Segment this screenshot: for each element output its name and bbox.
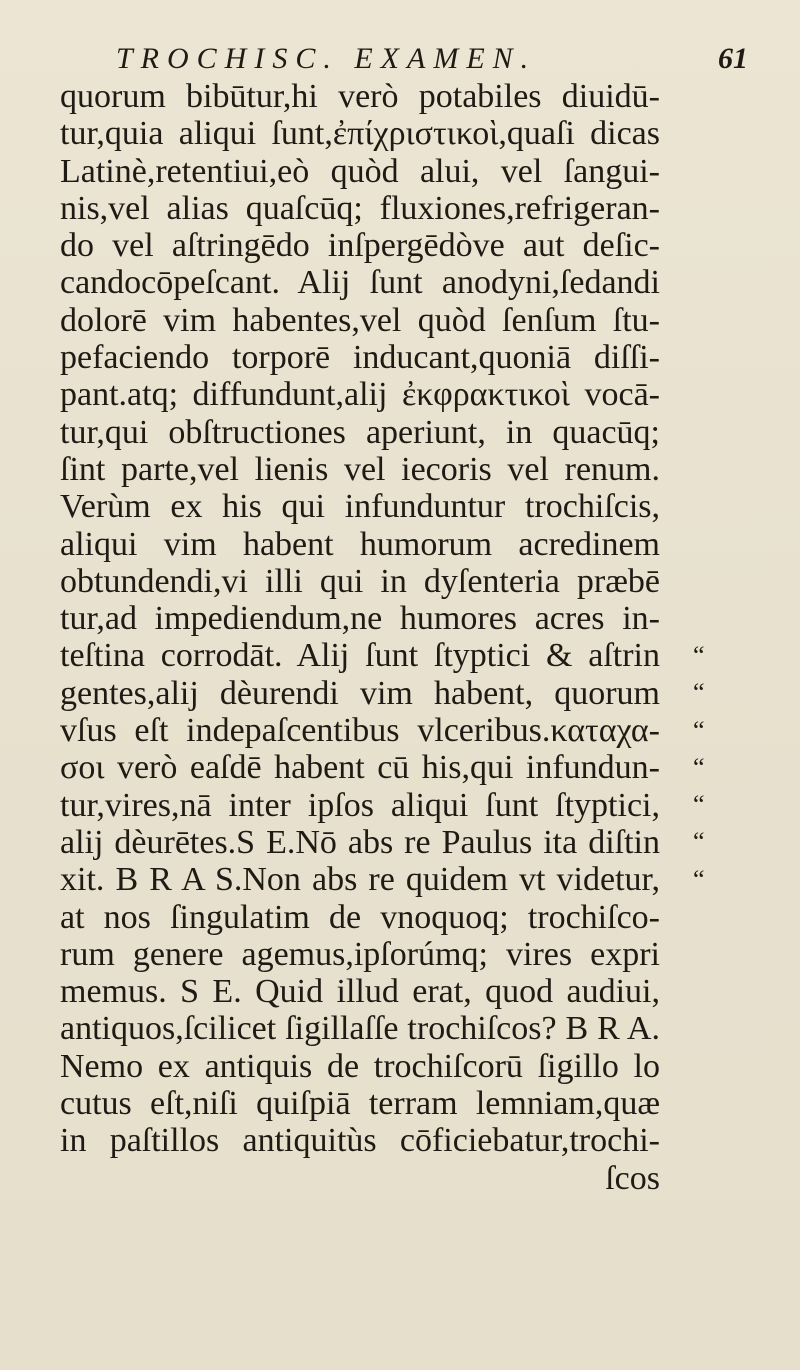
text-line: ſint parte,vel lienis vel iecoris vel renum. bbox=[60, 450, 660, 488]
text-line: nis,vel alias quaſcūq; fluxiones,refrigeran- bbox=[60, 189, 660, 227]
text-line: Nemo ex antiquis de trochiſcorū ſigillo lo bbox=[60, 1047, 660, 1085]
text-line: σοι verò eaſdē habent cū his,qui infundun- bbox=[60, 749, 660, 787]
text-line: xit. B R A S.Non abs re quidem vt videtur, bbox=[60, 861, 660, 899]
running-title: TROCHISC. EXAMEN. bbox=[116, 42, 537, 75]
text-line: antiquos,ſcilicet ſigillaſſe trochiſcos? B R A. bbox=[60, 1010, 660, 1048]
text-line: pefaciendo torporē inducant,quoniā diſſi- bbox=[60, 339, 660, 377]
marginal-quote-mark: “ bbox=[693, 716, 705, 745]
text-line: pant.atq; diffundunt,alij ἐκφρακτικοὶ vocā- bbox=[60, 376, 660, 414]
marginal-quote-mark: “ bbox=[693, 865, 705, 894]
text-line: aliqui vim habent humorum acredinem bbox=[60, 525, 660, 563]
marginal-quote-mark: “ bbox=[693, 753, 705, 782]
text-line: in paſtillos antiquitùs cōficiebatur,trochi- bbox=[60, 1122, 660, 1160]
text-line: rum genere agemus,ipſorúmq; vires expri bbox=[60, 935, 660, 973]
body-text bbox=[60, 78, 660, 1197]
text-line: alij dèurētes.S E.Nō abs re Paulus ita diſtin bbox=[60, 823, 660, 861]
page-number: 61 bbox=[718, 42, 748, 75]
text-line: vſus eſt indepaſcentibus vlceribus.καταχα- bbox=[60, 712, 660, 750]
marginal-quote-mark: “ bbox=[693, 678, 705, 707]
text-line: tur,qui obſtructiones aperiunt, in quacūq; bbox=[60, 413, 660, 451]
text-line: candocōpeſcant. Alij ſunt anodyni,ſedandi bbox=[60, 264, 660, 302]
text-line: quorum bibūtur,hi verò potabiles diuidū- bbox=[60, 78, 660, 115]
text-line: at nos ſingulatim de vnoquoq; trochiſco- bbox=[60, 898, 660, 936]
text-line: tur,quia aliqui ſunt,ἐπίχριστικοὶ,quaſi dicas bbox=[60, 115, 660, 153]
text-line: teſtina corrodāt. Alij ſunt ſtyptici & aſtrin bbox=[60, 637, 660, 675]
text-line: cutus eſt,niſi quiſpiā terram lemniam,quæ bbox=[60, 1085, 660, 1123]
marginal-quote-mark: “ bbox=[693, 827, 705, 856]
text-line: gentes,alij dèurendi vim habent, quorum bbox=[60, 674, 660, 712]
text-line: do vel aſtringēdo inſpergēdòve aut deſic- bbox=[60, 227, 660, 265]
catchword: ſcos bbox=[605, 1159, 660, 1197]
text-line: obtundendi,vi illi qui in dyſenteria præbē bbox=[60, 562, 660, 600]
text-line: tur,ad impediendum,ne humores acres in- bbox=[60, 600, 660, 638]
marginal-quote-mark: “ bbox=[693, 641, 705, 670]
text-line: Verùm ex his qui infunduntur trochiſcis, bbox=[60, 488, 660, 526]
text-line: tur,vires,nā inter ipſos aliqui ſunt ſtyptici, bbox=[60, 786, 660, 824]
marginal-quote-mark: “ bbox=[693, 790, 705, 819]
text-line: dolorē vim habentes,vel quòd ſenſum ſtu- bbox=[60, 301, 660, 339]
running-head bbox=[108, 42, 748, 82]
text-line: Latinè,retentiui,eò quòd alui, vel ſangui- bbox=[60, 152, 660, 190]
text-line: memus. S E. Quid illud erat, quod audiui, bbox=[60, 973, 660, 1011]
